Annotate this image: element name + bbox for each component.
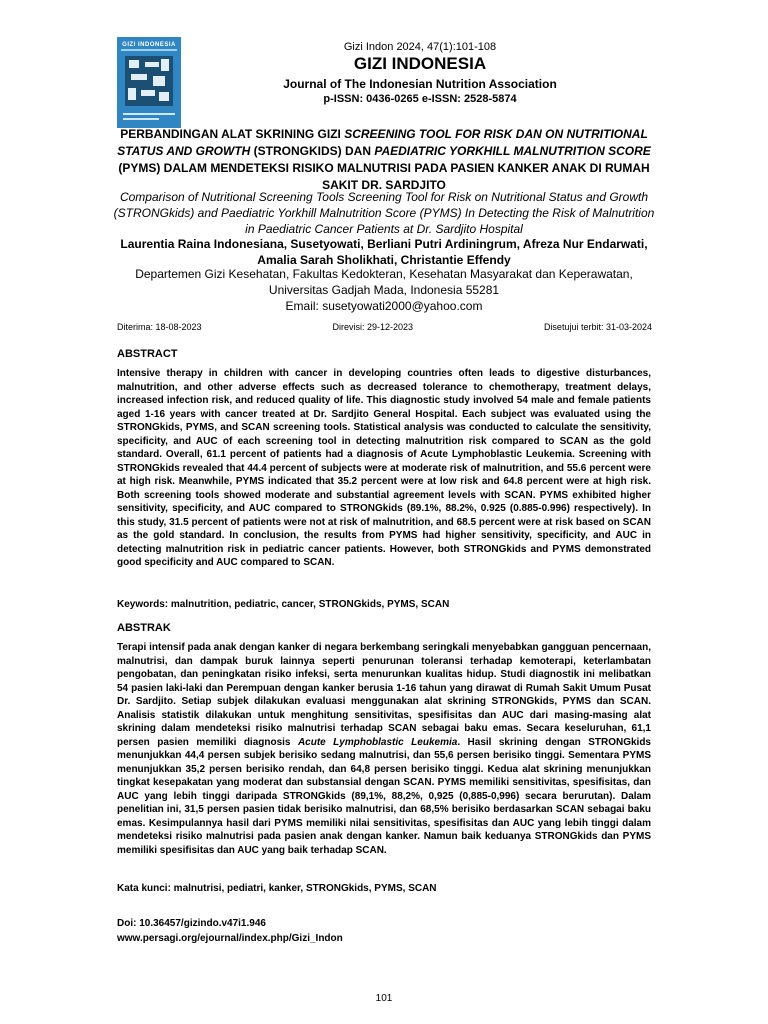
doi-link[interactable]: Doi: 10.36457/gizindo.v47i1.946 — [117, 918, 266, 929]
cover-title: GIZI INDONESIA — [122, 42, 176, 48]
cover-footer-band — [123, 118, 159, 120]
article-title-english: Comparison of Nutritional Screening Tools Screening Tool for Risk on Nutritional Status and Growth (STRONGkids) and Paediatric Yorkhill Malnutrition Score (PYMS) In Detecting the Risk of Malnutrition in Paediatric Cancer Patients at Dr. Sardjito Hospital — [113, 190, 655, 236]
article-title — [110, 126, 658, 194]
abstract-heading: ABSTRACT — [117, 348, 178, 360]
title-segment: PERBANDINGAN ALAT SKRINING GIZI — [120, 127, 345, 141]
abstract-text: Intensive therapy in children with cancer in developing countries often leads to digestive disturbances, malnutrition, and other adverse effects such as decreased tolerance to chemotherapy, treatment delays, increased infection risk, and reduced quality of life. This diagnostic study involved 54 male and female patients aged 1-16 years with cancer treated at Dr. Sardjito General Hospital. Each subject was evaluated using the STRONGkids, PYMS, and SCAN screening tools. Statistical analysis was conducted to calculate the sensitivity, specificity, and AUC of each screening tool in detecting malnutrition risk compared to SCAN as the gold standard. Overall, 61.1 percent of patients had a diagnosis of Acute Lymphoblastic Leukemia. Screening with STRONGkids revealed that 44.4 percent of subjects were at moderate risk of malnutrition, and 55.6 percent were at high risk. Meanwhile, PYMS indicated that 35.2 percent were at low risk and 64.8 percent were at high risk. Both screening tools showed moderate and substantial agreement levels with SCAN. PYMS exhibited higher sensitivity, specificity, and AUC compared to STRONGkids (89.1%, 88.2%, 0.925 (0.885-0.996) respectively). In this study, 31.5 percent of patients were not at risk of malnutrition, and 68.5 percent were at risk based on SCAN as the gold standard. In conclusion, the results from PYMS had higher sensitivity, specificity, and AUC in detecting malnutrition risk in pediatric cancer patients. However, both STRONGkids and PYMS demonstrated good specificity and AUC compared to SCAN. — [117, 368, 651, 568]
abstrak-text-italic: Acute Lymphoblastic Leukemia — [297, 736, 458, 748]
abstract-keywords: Keywords: malnutrition, pediatric, cancer, STRONGkids, PYMS, SCAN — [117, 599, 450, 610]
abstrak-text-segment: . Hasil skrining dengan STRONGkids menunjukkan 44,4 persen subjek berisiko sedang malnutrisi, dan 55,6 persen berisiko tinggi. Sementara PYMS menunjukkan 35,2 persen berisiko rendah, dan 64,8 persen berisiko tinggi. Kedua alat skrining menunjukkan tingkat kesepakatan yang moderat dan substansial dengan SCAN. PYMS memiliki sensitivitas, spesifisitas, dan AUC yang lebih tinggi daripada STRONGkids (89,1%, 88,2%, 0,925 (0,885-0,996) secara berurutan). Dalam penelitian ini, 31,5 persen pasien tidak berisiko malnutrisi, dan 68,5% berisiko berdasarkan SCAN sebagai baku emas. Kesimpulannya hasil dari PYMS memiliki nilai sensitivitas, spesifisitas dan AUC yang lebih tinggi dalam mendeteksi risiko malnutrisi pada pasien anak dengan kanker. Namun baik keduanya STRONGkids dan PYMS memiliki spesifisitas dan AUC yang baik terhadap SCAN. — [117, 736, 651, 856]
cover-artwork — [125, 56, 173, 106]
abstrak-keywords: Kata kunci: malnutrisi, pediatri, kanker, STRONGkids, PYMS, SCAN — [117, 883, 437, 894]
title-segment-italic: SCREENING TOOL FOR RISK DAN ON NUTRITIONAL STATUS AND GROWTH — [117, 127, 648, 158]
cover-footer-band — [123, 113, 175, 115]
title-segment: (PYMS) DALAM MENDETEKSI RISIKO MALNUTRISI PADA PASIEN KANKER ANAK DI RUMAH SAKIT DR. SARDJITO — [118, 161, 650, 192]
abstrak-text-segment: Terapi intensif pada anak dengan kanker di negara berkembang seringkali menyebabkan gangguan pencernaan, malnutrisi, dan dampak buruk lainnya seperti penurunan toleransi terhadap kemoterapi, keterlambatan pengobatan, dan peningkatan risiko infeksi, serta menurunkan kualitas hidup. Studi diagnostik ini melibatkan 54 pasien laki-laki dan Perempuan dengan kanker berusia 1-16 tahun yang dirawat di Rumah Sakit Umum Pusat Dr. Sardjito. Setiap subjek dilakukan evaluasi menggunakan alat skrining STRONGkids, PYMS dan SCAN. Analisis statistik dilakukan untuk menghitung sensitivitas, spesifisitas dan AUC dari masing-masing alat skrining dalam mendeteksi risiko malnutrisi terhadap SCAN sebagai baku emas. Secara keseluruhan, 61,1 persen pasien memiliki diagnosis — [117, 642, 651, 748]
journal-issn: p-ISSN: 0436-0265 e-ISSN: 2528-5874 — [323, 93, 517, 105]
affiliation-line: Universitas Gadjah Mada, Indonesia 55281 — [268, 283, 500, 297]
journal-cover-image — [117, 37, 181, 128]
page-number: 101 — [375, 993, 393, 1004]
article-authors: Laurentia Raina Indonesiana, Susetyowati, Berliani Putri Ardiningrum, Afreza Nur Endarwati, Amalia Sarah Sholikhati, Christantie Effendy — [120, 237, 648, 267]
article-dates — [117, 322, 652, 332]
date-revised: Direvisi: 29-12-2023 — [332, 322, 414, 332]
title-segment: (STRONGKIDS) DAN — [250, 144, 375, 158]
cover-subtitle-band — [121, 49, 177, 51]
abstrak-heading: ABSTRAK — [117, 622, 171, 634]
date-accepted: Disetujui terbit: 31-03-2024 — [543, 322, 652, 332]
journal-association: Journal of The Indonesian Nutrition Association — [283, 77, 557, 91]
journal-citation: Gizi Indon 2024, 47(1):101-108 — [343, 41, 497, 53]
date-received: Diterima: 18-08-2023 — [117, 322, 202, 332]
journal-url-link[interactable]: www.persagi.org/ejournal/index.php/Gizi_Indon — [117, 933, 343, 944]
title-segment-italic: PAEDIATRIC YORKHILL MALNUTRITION SCORE — [374, 144, 651, 158]
journal-name: GIZI INDONESIA — [353, 54, 487, 73]
abstrak-text — [117, 641, 651, 857]
affiliation-line: Departemen Gizi Kesehatan, Fakultas Kedokteran, Kesehatan Masyarakat dan Keperawatan, — [135, 267, 633, 281]
article-affiliation — [110, 266, 658, 314]
corresponding-email: Email: susetyowati2000@yahoo.com — [285, 299, 483, 313]
